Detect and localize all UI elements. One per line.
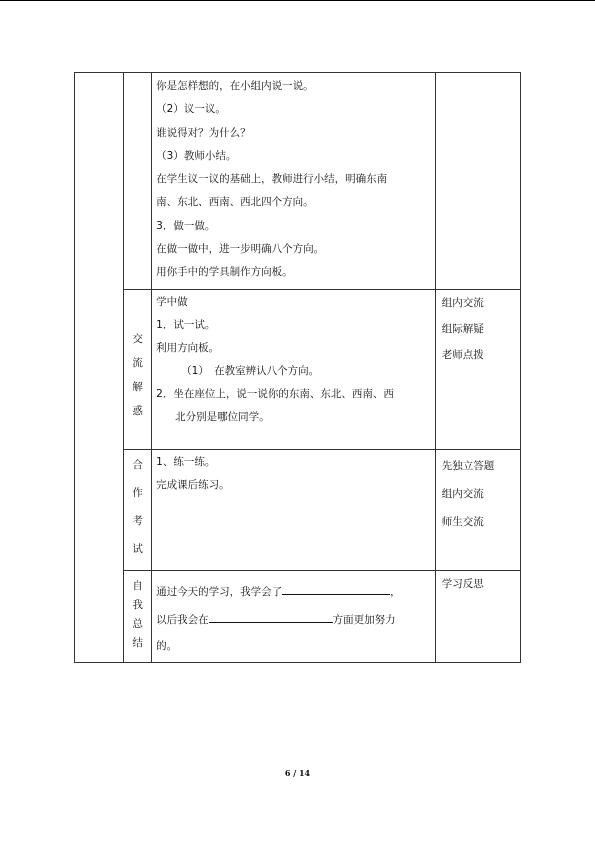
label-char: 交 (132, 332, 143, 345)
content-line: 利用方向板。 (156, 341, 220, 354)
content-text: ， (390, 585, 401, 598)
row-label-cell (124, 73, 152, 290)
row-label-cell (124, 289, 152, 449)
content-line: 在做一做中，进一步明确八个方向。 (156, 243, 325, 256)
label-char: 考 (132, 514, 143, 527)
table-row (75, 289, 521, 449)
content-line: （1） 在教室辨认八个方向。 (181, 364, 320, 377)
content-line: （3）教师小结。 (156, 149, 237, 162)
content-line: 1、练一练。 (156, 455, 216, 468)
label-char: 自 (132, 579, 143, 592)
page-top-rule (0, 0, 595, 1)
fill-in-blank (209, 611, 333, 623)
table-row (75, 570, 521, 662)
content-line: 在学生议一议的基础上，教师进行小结，明确东南 (156, 173, 388, 186)
label-char: 作 (132, 486, 143, 499)
content-line: 学中做 (156, 295, 188, 308)
fill-in-blank (282, 583, 390, 595)
table-row (75, 449, 521, 570)
label-char: 总 (132, 617, 143, 630)
content-line: （2）议一议。 (156, 103, 226, 116)
row-notes-cell (435, 289, 520, 449)
label-char: 结 (132, 636, 143, 649)
content-line (156, 611, 431, 628)
label-char: 我 (132, 598, 143, 611)
row-notes-cell (435, 449, 520, 570)
row-content-cell (152, 570, 436, 662)
content-line (156, 583, 431, 600)
label-char: 试 (132, 542, 143, 555)
content-line: 南、东北、西南、西北四个方向。 (156, 196, 314, 209)
content-line: 完成课后练习。 (156, 478, 230, 491)
lesson-plan-table (74, 72, 521, 663)
content-line: 的。 (156, 639, 178, 652)
note-item: 组内交流 (441, 296, 484, 309)
note-item: 组内交流 (441, 487, 484, 500)
row-content-cell (152, 73, 436, 290)
label-char: 惑 (132, 404, 143, 417)
content-line: 你是怎样想的，在小组内说一说。 (156, 80, 314, 92)
note-item: 师生交流 (441, 515, 484, 528)
label-char: 合 (132, 458, 143, 471)
content-line: 用你手中的学具制作方向板。 (156, 266, 293, 279)
page-number: 6 / 14 (284, 768, 311, 778)
row-content-cell (152, 449, 436, 570)
note-item: 先独立答题 (441, 459, 495, 472)
content-line: 北分别是哪位同学。 (175, 410, 270, 423)
content-line: 1．试一试。 (156, 318, 216, 331)
stage-column-cell (75, 73, 124, 663)
row-label (124, 450, 151, 570)
table-row (75, 73, 521, 290)
content-text: 方面更加努力 (332, 613, 396, 626)
row-label-cell (124, 449, 152, 570)
note-item: 组际解疑 (441, 322, 484, 335)
note-item: 老师点拨 (441, 348, 484, 361)
content-line: 谁说得对？为什么？ (156, 126, 251, 139)
row-content-cell (152, 289, 436, 449)
content-text: 以后我会在 (156, 613, 209, 626)
row-label (124, 571, 151, 655)
content-line: 2．坐在座位上，说一说你的东南、东北、西南、西 (156, 387, 394, 400)
row-notes-cell (435, 73, 520, 290)
row-notes-cell (435, 570, 520, 662)
label-char: 解 (132, 380, 143, 393)
label-char: 流 (132, 356, 143, 369)
content-line: 3．做一做。 (156, 219, 216, 232)
content-text: 通过今天的学习，我学会了 (156, 585, 283, 598)
row-label (124, 290, 151, 428)
row-label-cell (124, 570, 152, 662)
note-item: 学习反思 (441, 577, 484, 590)
